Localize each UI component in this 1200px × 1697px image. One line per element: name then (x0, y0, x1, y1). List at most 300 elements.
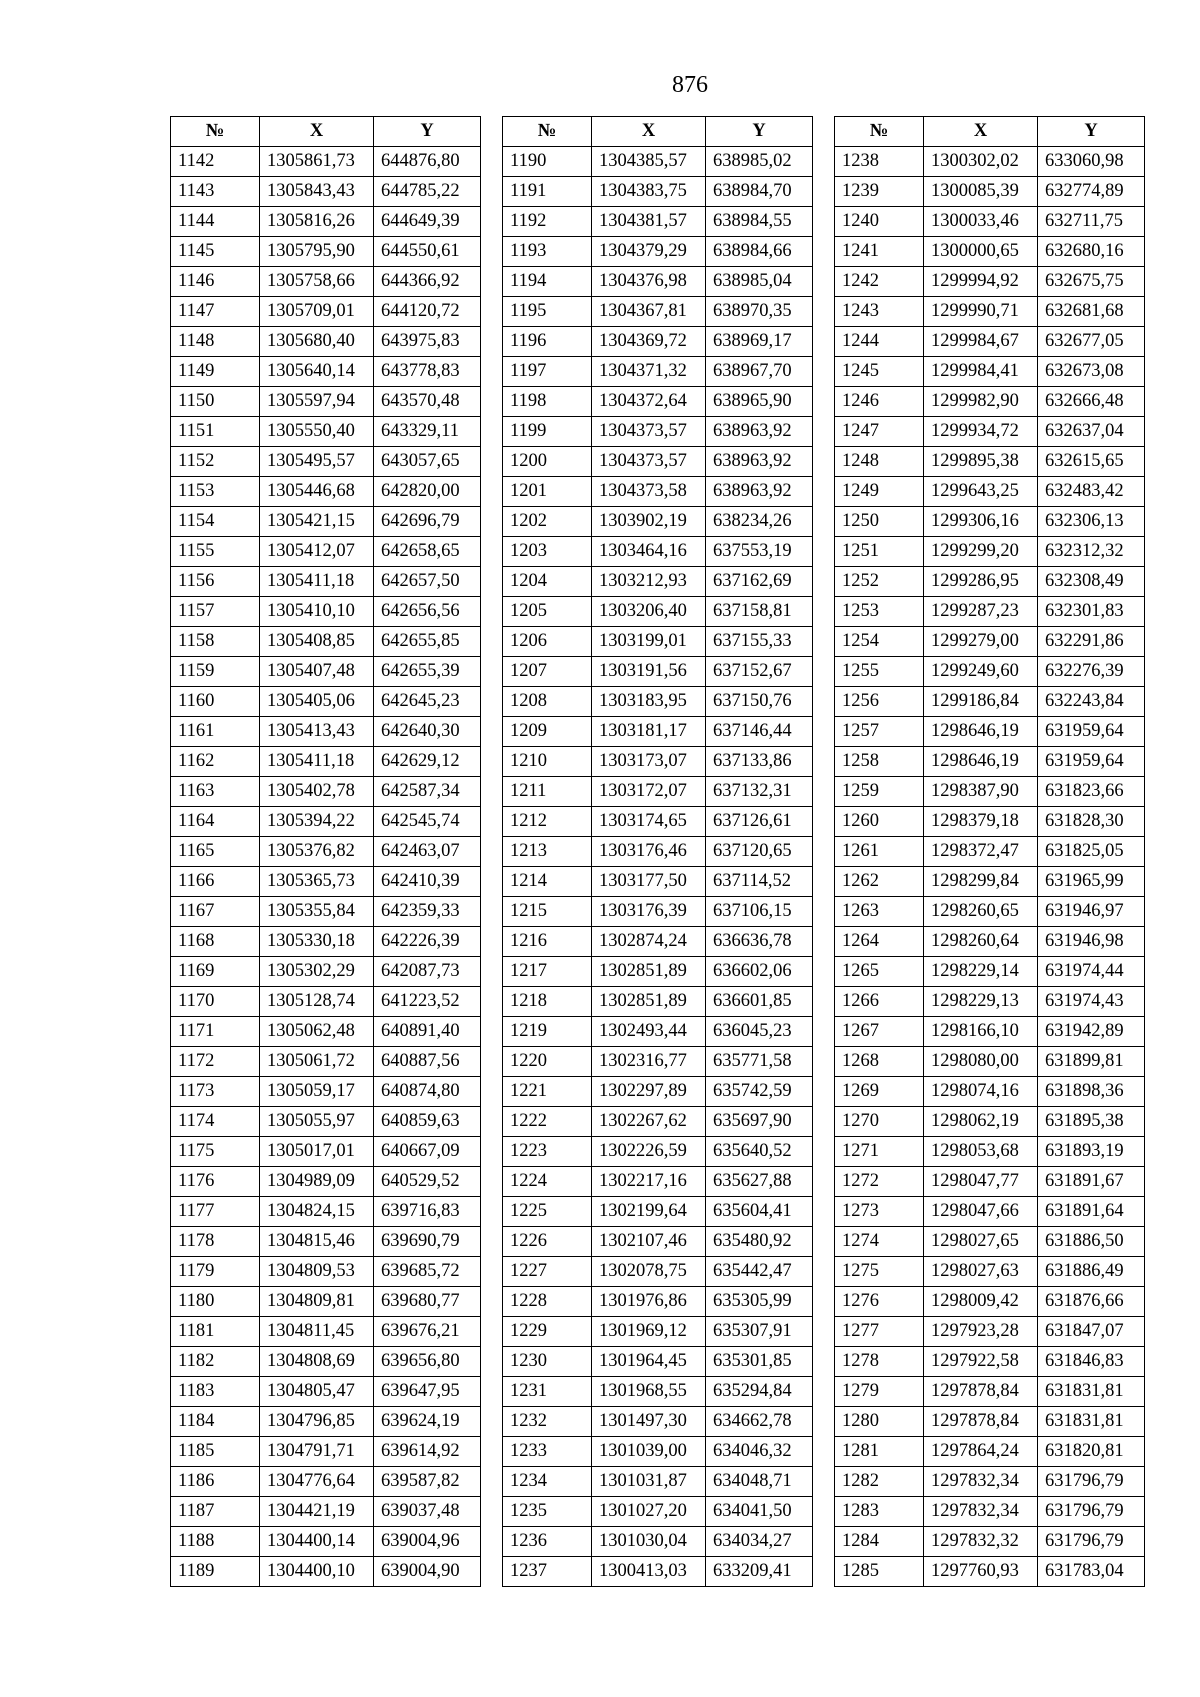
cell-x: 1303199,01 (592, 627, 706, 657)
cell-y: 631895,38 (1038, 1107, 1145, 1137)
table-row (835, 207, 1145, 237)
cell-x: 1299994,92 (924, 267, 1038, 297)
table-row (171, 1467, 481, 1497)
cell-x: 1305410,10 (260, 597, 374, 627)
cell-x: 1298299,84 (924, 867, 1038, 897)
column-header-number: № (171, 117, 260, 147)
cell-y: 639685,72 (374, 1257, 481, 1287)
cell-x: 1297864,24 (924, 1437, 1038, 1467)
cell-x: 1304776,64 (260, 1467, 374, 1497)
table-row (503, 237, 813, 267)
cell-x: 1298387,90 (924, 777, 1038, 807)
cell-x: 1298372,47 (924, 837, 1038, 867)
cell-y: 638985,02 (706, 147, 813, 177)
cell-number: 1201 (503, 477, 592, 507)
cell-number: 1199 (503, 417, 592, 447)
table-row (835, 897, 1145, 927)
cell-y: 642226,39 (374, 927, 481, 957)
table-row (171, 1407, 481, 1437)
cell-y: 632243,84 (1038, 687, 1145, 717)
cell-x: 1305758,66 (260, 267, 374, 297)
cell-number: 1272 (835, 1167, 924, 1197)
cell-y: 637152,67 (706, 657, 813, 687)
cell-y: 635697,90 (706, 1107, 813, 1137)
cell-number: 1273 (835, 1197, 924, 1227)
table-row (171, 1197, 481, 1227)
table-row (503, 1407, 813, 1437)
cell-x: 1305709,01 (260, 297, 374, 327)
cell-y: 635604,41 (706, 1197, 813, 1227)
cell-x: 1303191,56 (592, 657, 706, 687)
table-row (503, 387, 813, 417)
cell-y: 631846,83 (1038, 1347, 1145, 1377)
cell-y: 638984,55 (706, 207, 813, 237)
cell-y: 643329,11 (374, 417, 481, 447)
table-row (171, 1557, 481, 1587)
cell-number: 1213 (503, 837, 592, 867)
table-row (171, 987, 481, 1017)
cell-x: 1298074,16 (924, 1077, 1038, 1107)
cell-x: 1305017,01 (260, 1137, 374, 1167)
cell-number: 1264 (835, 927, 924, 957)
cell-y: 632291,86 (1038, 627, 1145, 657)
table-row (503, 1227, 813, 1257)
table-row (835, 267, 1145, 297)
table-row (835, 567, 1145, 597)
cell-y: 638234,26 (706, 507, 813, 537)
table-row (835, 1317, 1145, 1347)
cell-y: 631831,81 (1038, 1407, 1145, 1437)
table-row (171, 1287, 481, 1317)
cell-y: 635305,99 (706, 1287, 813, 1317)
cell-y: 631825,05 (1038, 837, 1145, 867)
cell-x: 1299984,41 (924, 357, 1038, 387)
cell-y: 634048,71 (706, 1467, 813, 1497)
cell-number: 1254 (835, 627, 924, 657)
cell-x: 1304367,81 (592, 297, 706, 327)
cell-x: 1305421,15 (260, 507, 374, 537)
cell-y: 631965,99 (1038, 867, 1145, 897)
table-row (503, 477, 813, 507)
cell-number: 1159 (171, 657, 260, 687)
cell-number: 1281 (835, 1437, 924, 1467)
table-row (835, 837, 1145, 867)
cell-y: 631959,64 (1038, 747, 1145, 777)
table-row (503, 537, 813, 567)
cell-x: 1305405,06 (260, 687, 374, 717)
table-row (503, 957, 813, 987)
cell-number: 1200 (503, 447, 592, 477)
cell-number: 1267 (835, 1017, 924, 1047)
cell-y: 631886,50 (1038, 1227, 1145, 1257)
cell-number: 1181 (171, 1317, 260, 1347)
cell-x: 1302493,44 (592, 1017, 706, 1047)
cell-number: 1172 (171, 1047, 260, 1077)
cell-x: 1305446,68 (260, 477, 374, 507)
cell-x: 1304400,14 (260, 1527, 374, 1557)
cell-y: 639614,92 (374, 1437, 481, 1467)
cell-x: 1304400,10 (260, 1557, 374, 1587)
cell-x: 1304385,57 (592, 147, 706, 177)
cell-x: 1299306,16 (924, 507, 1038, 537)
cell-y: 631876,66 (1038, 1287, 1145, 1317)
table-row (503, 1137, 813, 1167)
table-row (503, 1287, 813, 1317)
cell-y: 642545,74 (374, 807, 481, 837)
table-row (835, 357, 1145, 387)
table-row (171, 537, 481, 567)
table-row (171, 897, 481, 927)
cell-number: 1218 (503, 987, 592, 1017)
cell-x: 1304808,69 (260, 1347, 374, 1377)
column-header-x: X (924, 117, 1038, 147)
table-row (503, 567, 813, 597)
table-row (171, 1317, 481, 1347)
cell-number: 1283 (835, 1497, 924, 1527)
cell-x: 1303902,19 (592, 507, 706, 537)
cell-number: 1156 (171, 567, 260, 597)
cell-x: 1297922,58 (924, 1347, 1038, 1377)
cell-number: 1228 (503, 1287, 592, 1317)
cell-number: 1189 (171, 1557, 260, 1587)
cell-y: 644550,61 (374, 237, 481, 267)
cell-x: 1304815,46 (260, 1227, 374, 1257)
cell-x: 1298646,19 (924, 747, 1038, 777)
cell-x: 1298009,42 (924, 1287, 1038, 1317)
cell-y: 637158,81 (706, 597, 813, 627)
cell-x: 1297832,34 (924, 1467, 1038, 1497)
table-row (835, 867, 1145, 897)
cell-number: 1271 (835, 1137, 924, 1167)
cell-y: 642640,30 (374, 717, 481, 747)
cell-x: 1305055,97 (260, 1107, 374, 1137)
table-row (171, 267, 481, 297)
table-row (503, 1317, 813, 1347)
cell-x: 1304379,29 (592, 237, 706, 267)
cell-x: 1305365,73 (260, 867, 374, 897)
cell-number: 1237 (503, 1557, 592, 1587)
cell-y: 632711,75 (1038, 207, 1145, 237)
cell-number: 1261 (835, 837, 924, 867)
table-row (171, 927, 481, 957)
cell-y: 635627,88 (706, 1167, 813, 1197)
cell-y: 634046,32 (706, 1437, 813, 1467)
cell-x: 1298053,68 (924, 1137, 1038, 1167)
cell-number: 1210 (503, 747, 592, 777)
cell-y: 639680,77 (374, 1287, 481, 1317)
cell-number: 1192 (503, 207, 592, 237)
cell-y: 632675,75 (1038, 267, 1145, 297)
table-row (835, 777, 1145, 807)
table-row (835, 1197, 1145, 1227)
cell-y: 631847,07 (1038, 1317, 1145, 1347)
table-row (835, 1167, 1145, 1197)
cell-x: 1305059,17 (260, 1077, 374, 1107)
cell-number: 1269 (835, 1077, 924, 1107)
cell-y: 632673,08 (1038, 357, 1145, 387)
cell-x: 1304373,57 (592, 417, 706, 447)
cell-number: 1275 (835, 1257, 924, 1287)
cell-x: 1304373,57 (592, 447, 706, 477)
cell-y: 637132,31 (706, 777, 813, 807)
cell-x: 1298047,77 (924, 1167, 1038, 1197)
cell-number: 1248 (835, 447, 924, 477)
cell-number: 1176 (171, 1167, 260, 1197)
cell-x: 1304383,75 (592, 177, 706, 207)
cell-number: 1280 (835, 1407, 924, 1437)
cell-number: 1257 (835, 717, 924, 747)
cell-y: 632677,05 (1038, 327, 1145, 357)
cell-y: 639690,79 (374, 1227, 481, 1257)
table-row (171, 237, 481, 267)
cell-y: 635301,85 (706, 1347, 813, 1377)
table-row (835, 1257, 1145, 1287)
cell-number: 1205 (503, 597, 592, 627)
cell-x: 1304791,71 (260, 1437, 374, 1467)
cell-x: 1304373,58 (592, 477, 706, 507)
table-header-row (171, 117, 481, 147)
cell-x: 1299279,00 (924, 627, 1038, 657)
cell-y: 634041,50 (706, 1497, 813, 1527)
cell-x: 1301027,20 (592, 1497, 706, 1527)
cell-number: 1229 (503, 1317, 592, 1347)
cell-x: 1302297,89 (592, 1077, 706, 1107)
cell-y: 643057,65 (374, 447, 481, 477)
cell-number: 1225 (503, 1197, 592, 1227)
cell-x: 1305062,48 (260, 1017, 374, 1047)
cell-x: 1299286,95 (924, 567, 1038, 597)
cell-number: 1152 (171, 447, 260, 477)
table-row (835, 627, 1145, 657)
cell-number: 1171 (171, 1017, 260, 1047)
cell-y: 638969,17 (706, 327, 813, 357)
cell-y: 637146,44 (706, 717, 813, 747)
cell-number: 1231 (503, 1377, 592, 1407)
table-row (171, 1497, 481, 1527)
cell-y: 634034,27 (706, 1527, 813, 1557)
cell-y: 635442,47 (706, 1257, 813, 1287)
cell-y: 638967,70 (706, 357, 813, 387)
column-header-x: X (592, 117, 706, 147)
column-header-number: № (503, 117, 592, 147)
cell-x: 1305640,14 (260, 357, 374, 387)
cell-number: 1165 (171, 837, 260, 867)
table-row (171, 687, 481, 717)
table-row (503, 1497, 813, 1527)
cell-y: 644876,80 (374, 147, 481, 177)
cell-y: 639676,21 (374, 1317, 481, 1347)
cell-x: 1305680,40 (260, 327, 374, 357)
table-row (171, 447, 481, 477)
cell-x: 1298080,00 (924, 1047, 1038, 1077)
table-row (835, 1047, 1145, 1077)
table-row (503, 687, 813, 717)
cell-number: 1188 (171, 1527, 260, 1557)
table-row (835, 1077, 1145, 1107)
cell-number: 1153 (171, 477, 260, 507)
cell-y: 631891,67 (1038, 1167, 1145, 1197)
table-row (503, 177, 813, 207)
cell-x: 1304809,53 (260, 1257, 374, 1287)
table-row (503, 657, 813, 687)
table-row (171, 957, 481, 987)
table-row (835, 1467, 1145, 1497)
cell-number: 1142 (171, 147, 260, 177)
table-row (835, 1437, 1145, 1467)
table-row (171, 1527, 481, 1557)
cell-number: 1222 (503, 1107, 592, 1137)
cell-x: 1297760,93 (924, 1557, 1038, 1587)
table-body (171, 147, 481, 1587)
cell-y: 637162,69 (706, 567, 813, 597)
cell-number: 1259 (835, 777, 924, 807)
table-row (503, 1047, 813, 1077)
cell-number: 1234 (503, 1467, 592, 1497)
table-row (835, 987, 1145, 1017)
cell-y: 644366,92 (374, 267, 481, 297)
table-row (835, 1017, 1145, 1047)
cell-x: 1297878,84 (924, 1377, 1038, 1407)
cell-x: 1299984,67 (924, 327, 1038, 357)
cell-x: 1303174,65 (592, 807, 706, 837)
cell-number: 1147 (171, 297, 260, 327)
cell-x: 1304421,19 (260, 1497, 374, 1527)
cell-y: 631898,36 (1038, 1077, 1145, 1107)
table-row (171, 1257, 481, 1287)
cell-number: 1198 (503, 387, 592, 417)
cell-number: 1183 (171, 1377, 260, 1407)
cell-number: 1169 (171, 957, 260, 987)
table-row (835, 507, 1145, 537)
cell-y: 631783,04 (1038, 1557, 1145, 1587)
cell-number: 1190 (503, 147, 592, 177)
cell-number: 1246 (835, 387, 924, 417)
cell-x: 1298047,66 (924, 1197, 1038, 1227)
cell-y: 642629,12 (374, 747, 481, 777)
cell-number: 1191 (503, 177, 592, 207)
table-row (171, 357, 481, 387)
cell-number: 1196 (503, 327, 592, 357)
cell-y: 636601,85 (706, 987, 813, 1017)
cell-x: 1302267,62 (592, 1107, 706, 1137)
cell-y: 638963,92 (706, 417, 813, 447)
cell-y: 639587,82 (374, 1467, 481, 1497)
table-row (503, 927, 813, 957)
cell-x: 1300085,39 (924, 177, 1038, 207)
cell-number: 1203 (503, 537, 592, 567)
cell-x: 1301497,30 (592, 1407, 706, 1437)
cell-y: 632308,49 (1038, 567, 1145, 597)
cell-number: 1214 (503, 867, 592, 897)
cell-x: 1299934,72 (924, 417, 1038, 447)
cell-number: 1178 (171, 1227, 260, 1257)
table-row (835, 1287, 1145, 1317)
table-row (835, 327, 1145, 357)
cell-x: 1303212,93 (592, 567, 706, 597)
cell-y: 631796,79 (1038, 1467, 1145, 1497)
cell-number: 1230 (503, 1347, 592, 1377)
cell-y: 639004,90 (374, 1557, 481, 1587)
table-row (503, 1077, 813, 1107)
cell-y: 633209,41 (706, 1557, 813, 1587)
table-row (835, 1527, 1145, 1557)
cell-number: 1162 (171, 747, 260, 777)
cell-x: 1305795,90 (260, 237, 374, 267)
cell-number: 1184 (171, 1407, 260, 1437)
table-row (835, 657, 1145, 687)
cell-y: 640891,40 (374, 1017, 481, 1047)
cell-y: 631823,66 (1038, 777, 1145, 807)
cell-number: 1208 (503, 687, 592, 717)
cell-y: 639716,83 (374, 1197, 481, 1227)
cell-number: 1186 (171, 1467, 260, 1497)
cell-x: 1298646,19 (924, 717, 1038, 747)
table-row (171, 567, 481, 597)
table-row (503, 1527, 813, 1557)
table-row (503, 507, 813, 537)
cell-y: 641223,52 (374, 987, 481, 1017)
table-row (503, 627, 813, 657)
cell-y: 636045,23 (706, 1017, 813, 1047)
cell-x: 1304371,32 (592, 357, 706, 387)
cell-number: 1182 (171, 1347, 260, 1377)
cell-x: 1302851,89 (592, 987, 706, 1017)
cell-number: 1212 (503, 807, 592, 837)
table-row (503, 357, 813, 387)
cell-x: 1303172,07 (592, 777, 706, 807)
cell-number: 1270 (835, 1107, 924, 1137)
table-row (835, 687, 1145, 717)
table-row (835, 957, 1145, 987)
cell-x: 1305402,78 (260, 777, 374, 807)
table-row (503, 1467, 813, 1497)
table-row (835, 1107, 1145, 1137)
table-row (835, 597, 1145, 627)
cell-x: 1305495,57 (260, 447, 374, 477)
cell-number: 1174 (171, 1107, 260, 1137)
table-row (171, 1347, 481, 1377)
cell-number: 1245 (835, 357, 924, 387)
cell-number: 1221 (503, 1077, 592, 1107)
cell-x: 1305061,72 (260, 1047, 374, 1077)
cell-y: 638970,35 (706, 297, 813, 327)
cell-number: 1157 (171, 597, 260, 627)
cell-y: 631974,43 (1038, 987, 1145, 1017)
table-row (503, 207, 813, 237)
table-row (171, 417, 481, 447)
cell-y: 631828,30 (1038, 807, 1145, 837)
cell-number: 1194 (503, 267, 592, 297)
cell-number: 1268 (835, 1047, 924, 1077)
table-row (171, 387, 481, 417)
table-row (835, 1137, 1145, 1167)
cell-y: 632312,32 (1038, 537, 1145, 567)
cell-number: 1179 (171, 1257, 260, 1287)
cell-y: 635742,59 (706, 1077, 813, 1107)
table-row (503, 1377, 813, 1407)
cell-number: 1163 (171, 777, 260, 807)
cell-number: 1252 (835, 567, 924, 597)
cell-x: 1302078,75 (592, 1257, 706, 1287)
table-row (835, 1227, 1145, 1257)
cell-y: 639624,19 (374, 1407, 481, 1437)
table-header-row (835, 117, 1145, 147)
cell-y: 635771,58 (706, 1047, 813, 1077)
cell-y: 642087,73 (374, 957, 481, 987)
cell-x: 1298062,19 (924, 1107, 1038, 1137)
cell-number: 1145 (171, 237, 260, 267)
cell-x: 1302217,16 (592, 1167, 706, 1197)
